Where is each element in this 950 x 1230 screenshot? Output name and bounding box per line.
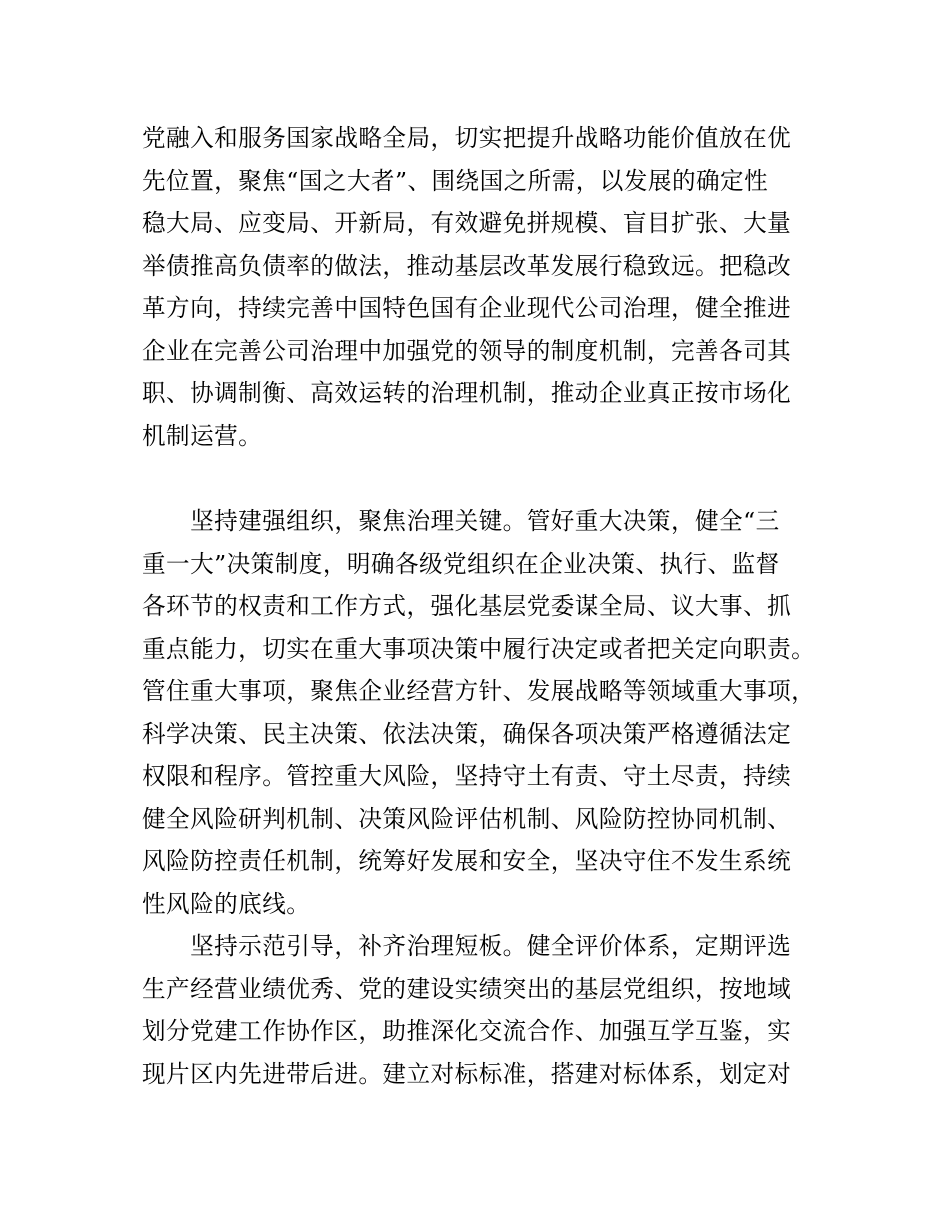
text-line: 各环节的权责和工作方式，强化基层党委谋全局、议大事、抓	[142, 592, 792, 620]
text-line: 稳大局、应变局、开新局，有效避免拼规模、盲目扩张、大量	[142, 209, 792, 237]
text-line: 重点能力，切实在重大事项决策中履行决定或者把关定向职责。	[142, 634, 816, 663]
text-line: 健全风险研判机制、决策风险评估机制、风险防控协同机制、	[142, 804, 792, 833]
text-line: 重一大”决策制度，明确各级党组织在企业决策、执行、监督	[142, 549, 780, 578]
text-line: 举债推高负债率的做法，推动基层改革发展行稳致远。把稳改	[142, 251, 792, 280]
text-line: 科学决策、民主决策、依法决策，确保各项决策严格遵循法定	[142, 719, 792, 748]
text-line: 坚持示范引导，补齐治理短板。健全评价体系，定期评选	[142, 932, 792, 960]
text-line: 党融入和服务国家战略全局，切实把提升战略功能价值放在优	[142, 124, 792, 152]
text-line: 职、协调制衡、高效运转的治理机制，推动企业真正按市场化	[142, 379, 792, 407]
text-line: 企业在完善公司治理中加强党的领导的制度机制，完善各司其	[142, 336, 792, 365]
paragraph-1	[142, 117, 812, 457]
text-line: 性风险的底线。	[142, 889, 311, 918]
text-line: 先位置，聚焦“国之大者”、围绕国之所需，以发展的确定性	[142, 166, 769, 195]
text-line: 坚持建强组织，聚焦治理关键。管好重大决策，健全“三	[142, 507, 780, 535]
text-line: 革方向，持续完善中国特色国有企业现代公司治理，健全推进	[142, 294, 792, 322]
text-line: 划分党建工作协作区，助推深化交流合作、加强互学互鉴，实	[142, 1017, 792, 1045]
text-line: 管住重大事项，聚焦企业经营方针、发展战略等领域重大事项，	[142, 677, 816, 705]
text-line: 权限和程序。管控重大风险，坚持守土有责、守土尽责，持续	[142, 762, 792, 790]
text-line: 现片区内先进带后进。建立对标标准，搭建对标体系，划定对	[142, 1059, 792, 1088]
text-line: 生产经营业绩优秀、党的建设实绩突出的基层党组织，按地域	[142, 974, 792, 1003]
text-line: 机制运营。	[142, 421, 263, 450]
paragraph-3	[142, 925, 812, 1095]
paragraph-2	[142, 500, 816, 925]
text-line: 风险防控责任机制，统筹好发展和安全，坚决守住不发生系统	[142, 847, 792, 875]
